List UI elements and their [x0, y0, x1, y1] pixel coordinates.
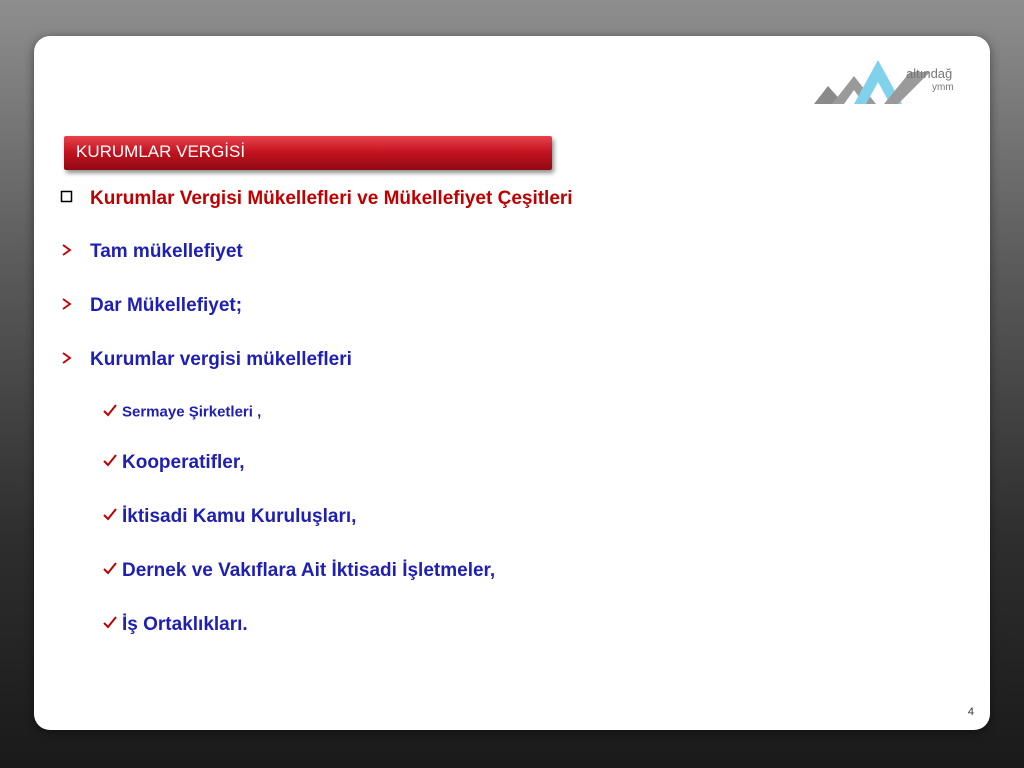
company-logo	[814, 46, 984, 110]
list-item-text: Tam mükellefiyet	[90, 241, 243, 262]
sub-list-item-text: Kooperatifler,	[122, 452, 245, 473]
sub-list-item-text: Dernek ve Vakıflara Ait İktisadi İşletmeler,	[122, 560, 496, 581]
sub-list-item-text: Sermaye Şirketleri ,	[122, 403, 262, 421]
sub-list-item	[102, 614, 248, 636]
check-icon	[102, 560, 122, 582]
section-title: KURUMLAR VERGİSİ	[64, 136, 552, 170]
sub-list-item-text: İktisadi Kamu Kuruluşları,	[122, 506, 357, 527]
arrow-bullet-icon	[60, 241, 90, 263]
list-item	[60, 349, 352, 371]
sub-list-item	[102, 506, 356, 528]
main-heading-text: Kurumlar Vergisi Mükellefleri ve Mükellefiyet Çeşitleri	[90, 188, 573, 209]
list-item	[60, 295, 242, 317]
sub-list-item-text: İş Ortaklıkları.	[122, 614, 248, 635]
arrow-bullet-icon	[60, 349, 90, 371]
logo-text-ymm: ymm	[932, 82, 954, 93]
sub-list-item	[102, 452, 244, 474]
slide	[34, 36, 990, 730]
list-item	[60, 241, 243, 263]
check-icon	[102, 506, 122, 528]
check-icon	[102, 452, 122, 474]
main-heading	[60, 188, 573, 210]
check-icon	[102, 402, 122, 422]
list-item-text: Dar Mükellefiyet;	[90, 295, 243, 316]
page-number: 4	[967, 706, 974, 718]
square-bullet-icon	[60, 188, 90, 210]
sub-list-item	[102, 402, 261, 422]
sub-list-item	[102, 560, 495, 582]
list-item-text: Kurumlar vergisi mükellefleri	[90, 349, 352, 370]
arrow-bullet-icon	[60, 295, 90, 317]
logo-text-brand: altındağ	[906, 66, 953, 81]
check-icon	[102, 614, 122, 636]
